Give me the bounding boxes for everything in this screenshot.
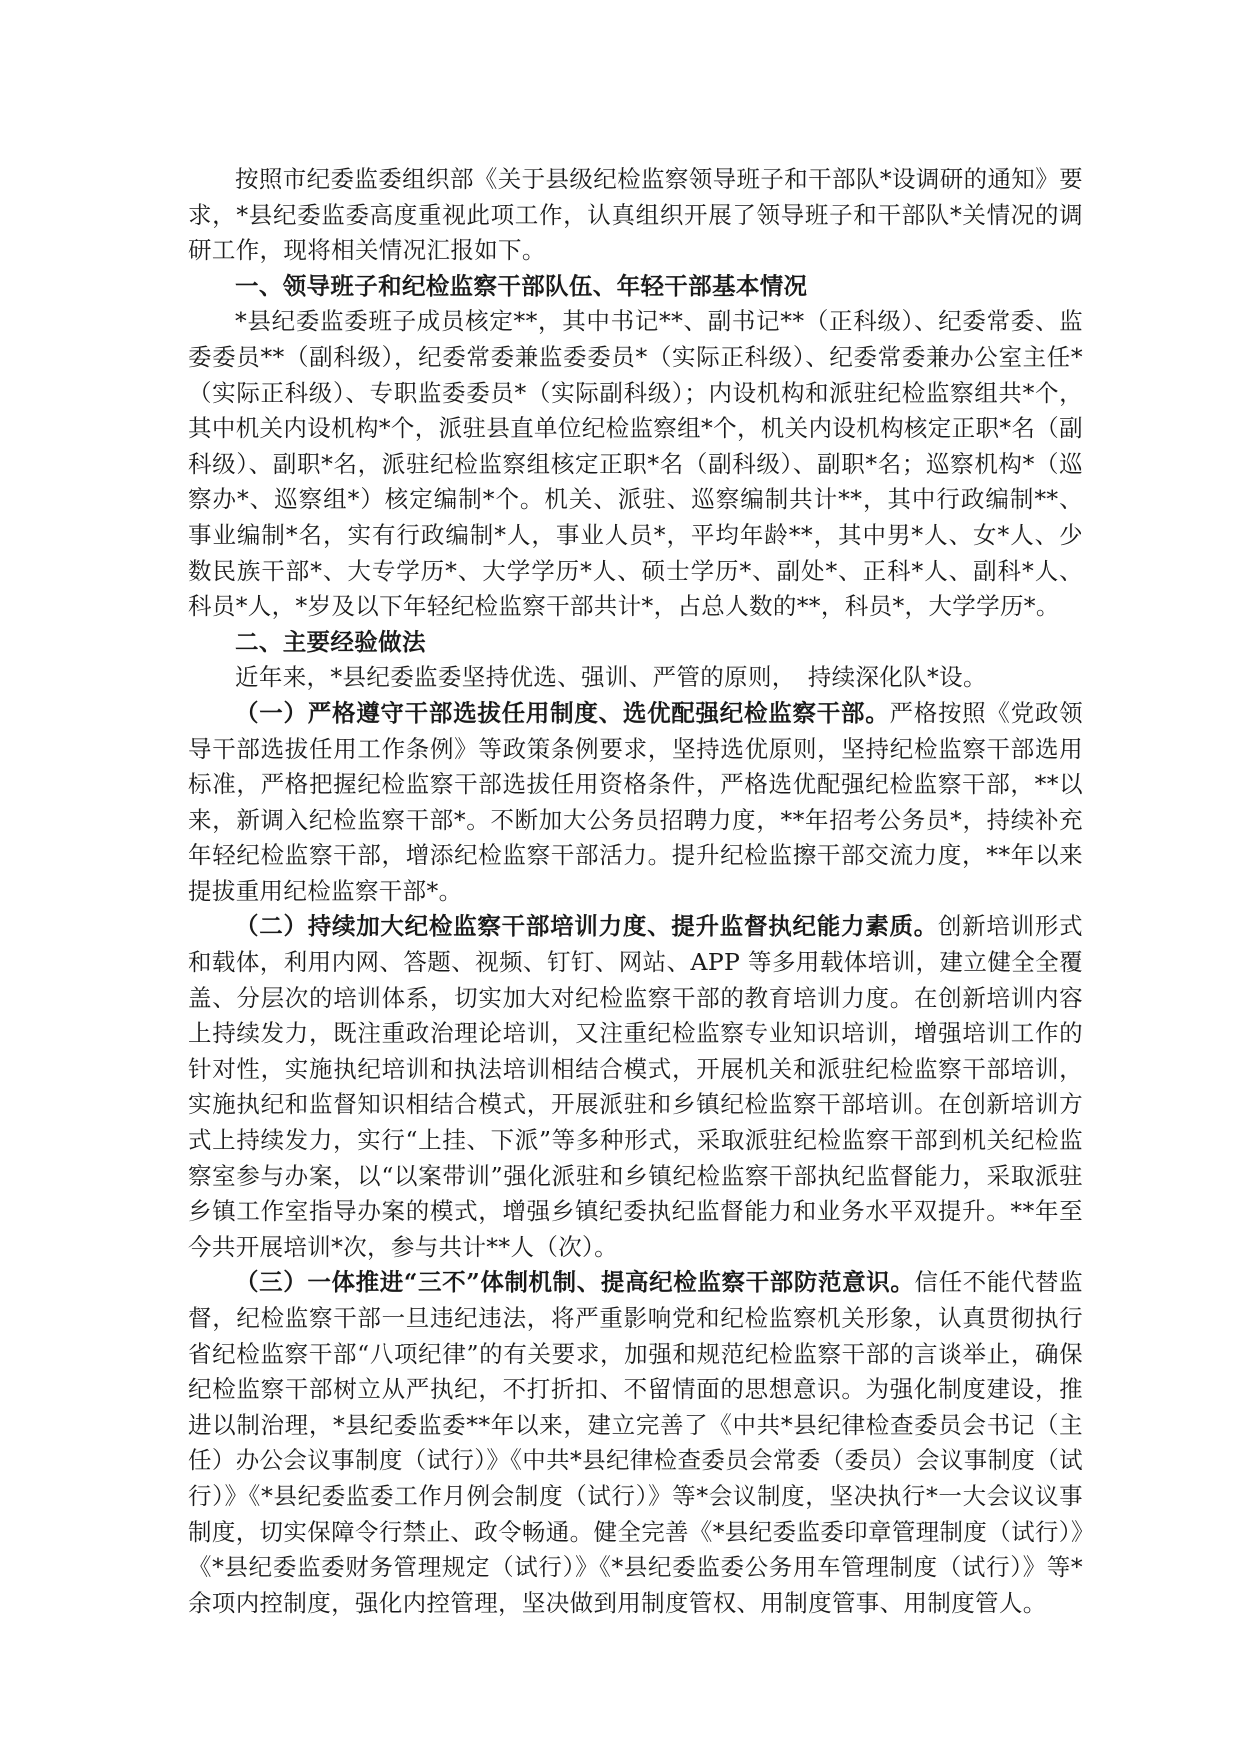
section-2-intro: 近年来，*县纪委监委坚持优选、强训、严管的原则， 持续深化队*设。 [235,663,987,692]
item-2-body: 创新培训形式和载体，利用内网、答题、视频、钉钉、网站、APP 等多用载体培训，建立健全全覆盖、分层次的培训体系，切实加大对纪检监察干部的教育培训力度。在创新培训内容上持续发力，既注重政治理论培训，又注重纪检监察专业知识培训，增强培训工作的针对性，实施执纪培训和执法培训相结合模式，开展机关和派驻纪检监察干部培训，实施执纪和监督知识相结合模式，开展派驻和乡镇纪检监察干部培训。在创新培训方式上持续发力，实行“上挂、下派”等多种形式，采取派驻纪检监察干部到机关纪检监察室参与办案，以“以案带训”强化派驻和乡镇纪检监察干部执纪监督能力，采取派驻乡镇工作室指导办案的模式，增强乡镇纪委执纪监督能力和业务水平双提升。**年至今共开展培训*次，参与共计**人（次）。 [188,912,1083,1261]
item-3-body: 信任不能代替监督，纪检监察干部一旦违纪违法，将严重影响党和纪检监察机关形象，认真贯彻执行省纪检监察干部“八项纪律”的有关要求，加强和规范纪检监察干部的言谈举止，确保纪检监察干部树立从严执纪，不打折扣、不留情面的思想意识。为强化制度建设，推进以制治理，*县纪委监委**年以来，建立完善了《中共*县纪律检查委员会书记（主任）办公会议事制度（试行）》《中共*县纪律检查委员会常委（委员）会议事制度（试行）》《*县纪委监委工作月例会制度（试行）》等*会议制度，坚决执行*一大会议议事制度，切实保障令行禁止、政令畅通。健全完善《*县纪委监委印章管理制度（试行）》《*县纪委监委财务管理规定（试行）》《*县纪委监委公务用车管理制度（试行）》等*余项内控制度，强化内控管理，坚决做到用制度管权、用制度管事、用制度管人。 [188,1268,1084,1617]
item-3-paragraph [188,1265,1083,1621]
item-1-paragraph [188,696,1083,910]
item-3-lead: （三）一体推进“三不”体制机制、提高纪检监察干部防范意识。 [235,1268,915,1297]
section-1-heading: 一、领导班子和纪检监察干部队伍、年轻干部基本情况 [235,271,808,300]
section-1-body: *县纪委监委班子成员核定**，其中书记**、副书记**（正科级）、纪委常委、监委委员**（副科级），纪委常委兼监委委员*（实际正科级）、纪委常委兼办公室主任*（实际正科级）、专职监委委员*（实际副科级）；内设机构和派驻纪检监察组共*个，其中机关内设机构*个，派驻县直单位纪检监察组*个，机关内设机构核定正职*名（副科级）、副职*名，派驻纪检监察组核定正职*名（副科级）、副职*名；巡察机构*（巡察办*、巡察组*）核定编制*个。机关、派驻、巡察编制共计**，其中行政编制**、事业编制*名，实有行政编制*人，事业人员*，平均年龄**，其中男*人、女*人、少数民族干部*、大专学历*、大学学历*人、硕士学历*、副处*、正科*人、副科*人、科员*人，*岁及以下年轻纪检监察干部共计*，占总人数的**，科员*，大学学历*。 [188,307,1083,621]
intro-paragraph: 按照市纪委监委组织部《关于县级纪检监察领导班子和干部队*设调研的通知》要求，*县纪委监委高度重视此项工作，认真组织开展了领导班子和干部队*关情况的调研工作，现将相关情况汇报如下。 [188,165,1083,265]
document-body [188,162,1083,1621]
item-2-paragraph [188,909,1083,1265]
section-2-heading: 二、主要经验做法 [235,627,426,656]
item-1-lead: （一）严格遵守干部选拔任用制度、选优配强纪检监察干部。 [235,698,890,727]
item-1-body: 严格按照《党政领导干部选拔任用工作条例》等政策条例要求，坚持选优原则，坚持纪检监察干部选用标准，严格把握纪检监察干部选拔任用资格条件，严格选优配强纪检监察干部，**以来，新调入纪检监察干部*。不断加大公务员招聘力度，**年招考公务员*，持续补充年轻纪检监察干部，增添纪检监察干部活力。提升纪检监擦干部交流力度，**年以来提拔重用纪检监察干部*。 [188,698,1083,905]
item-2-lead: （二）持续加大纪检监察干部培训力度、提升监督执纪能力素质。 [235,912,938,941]
